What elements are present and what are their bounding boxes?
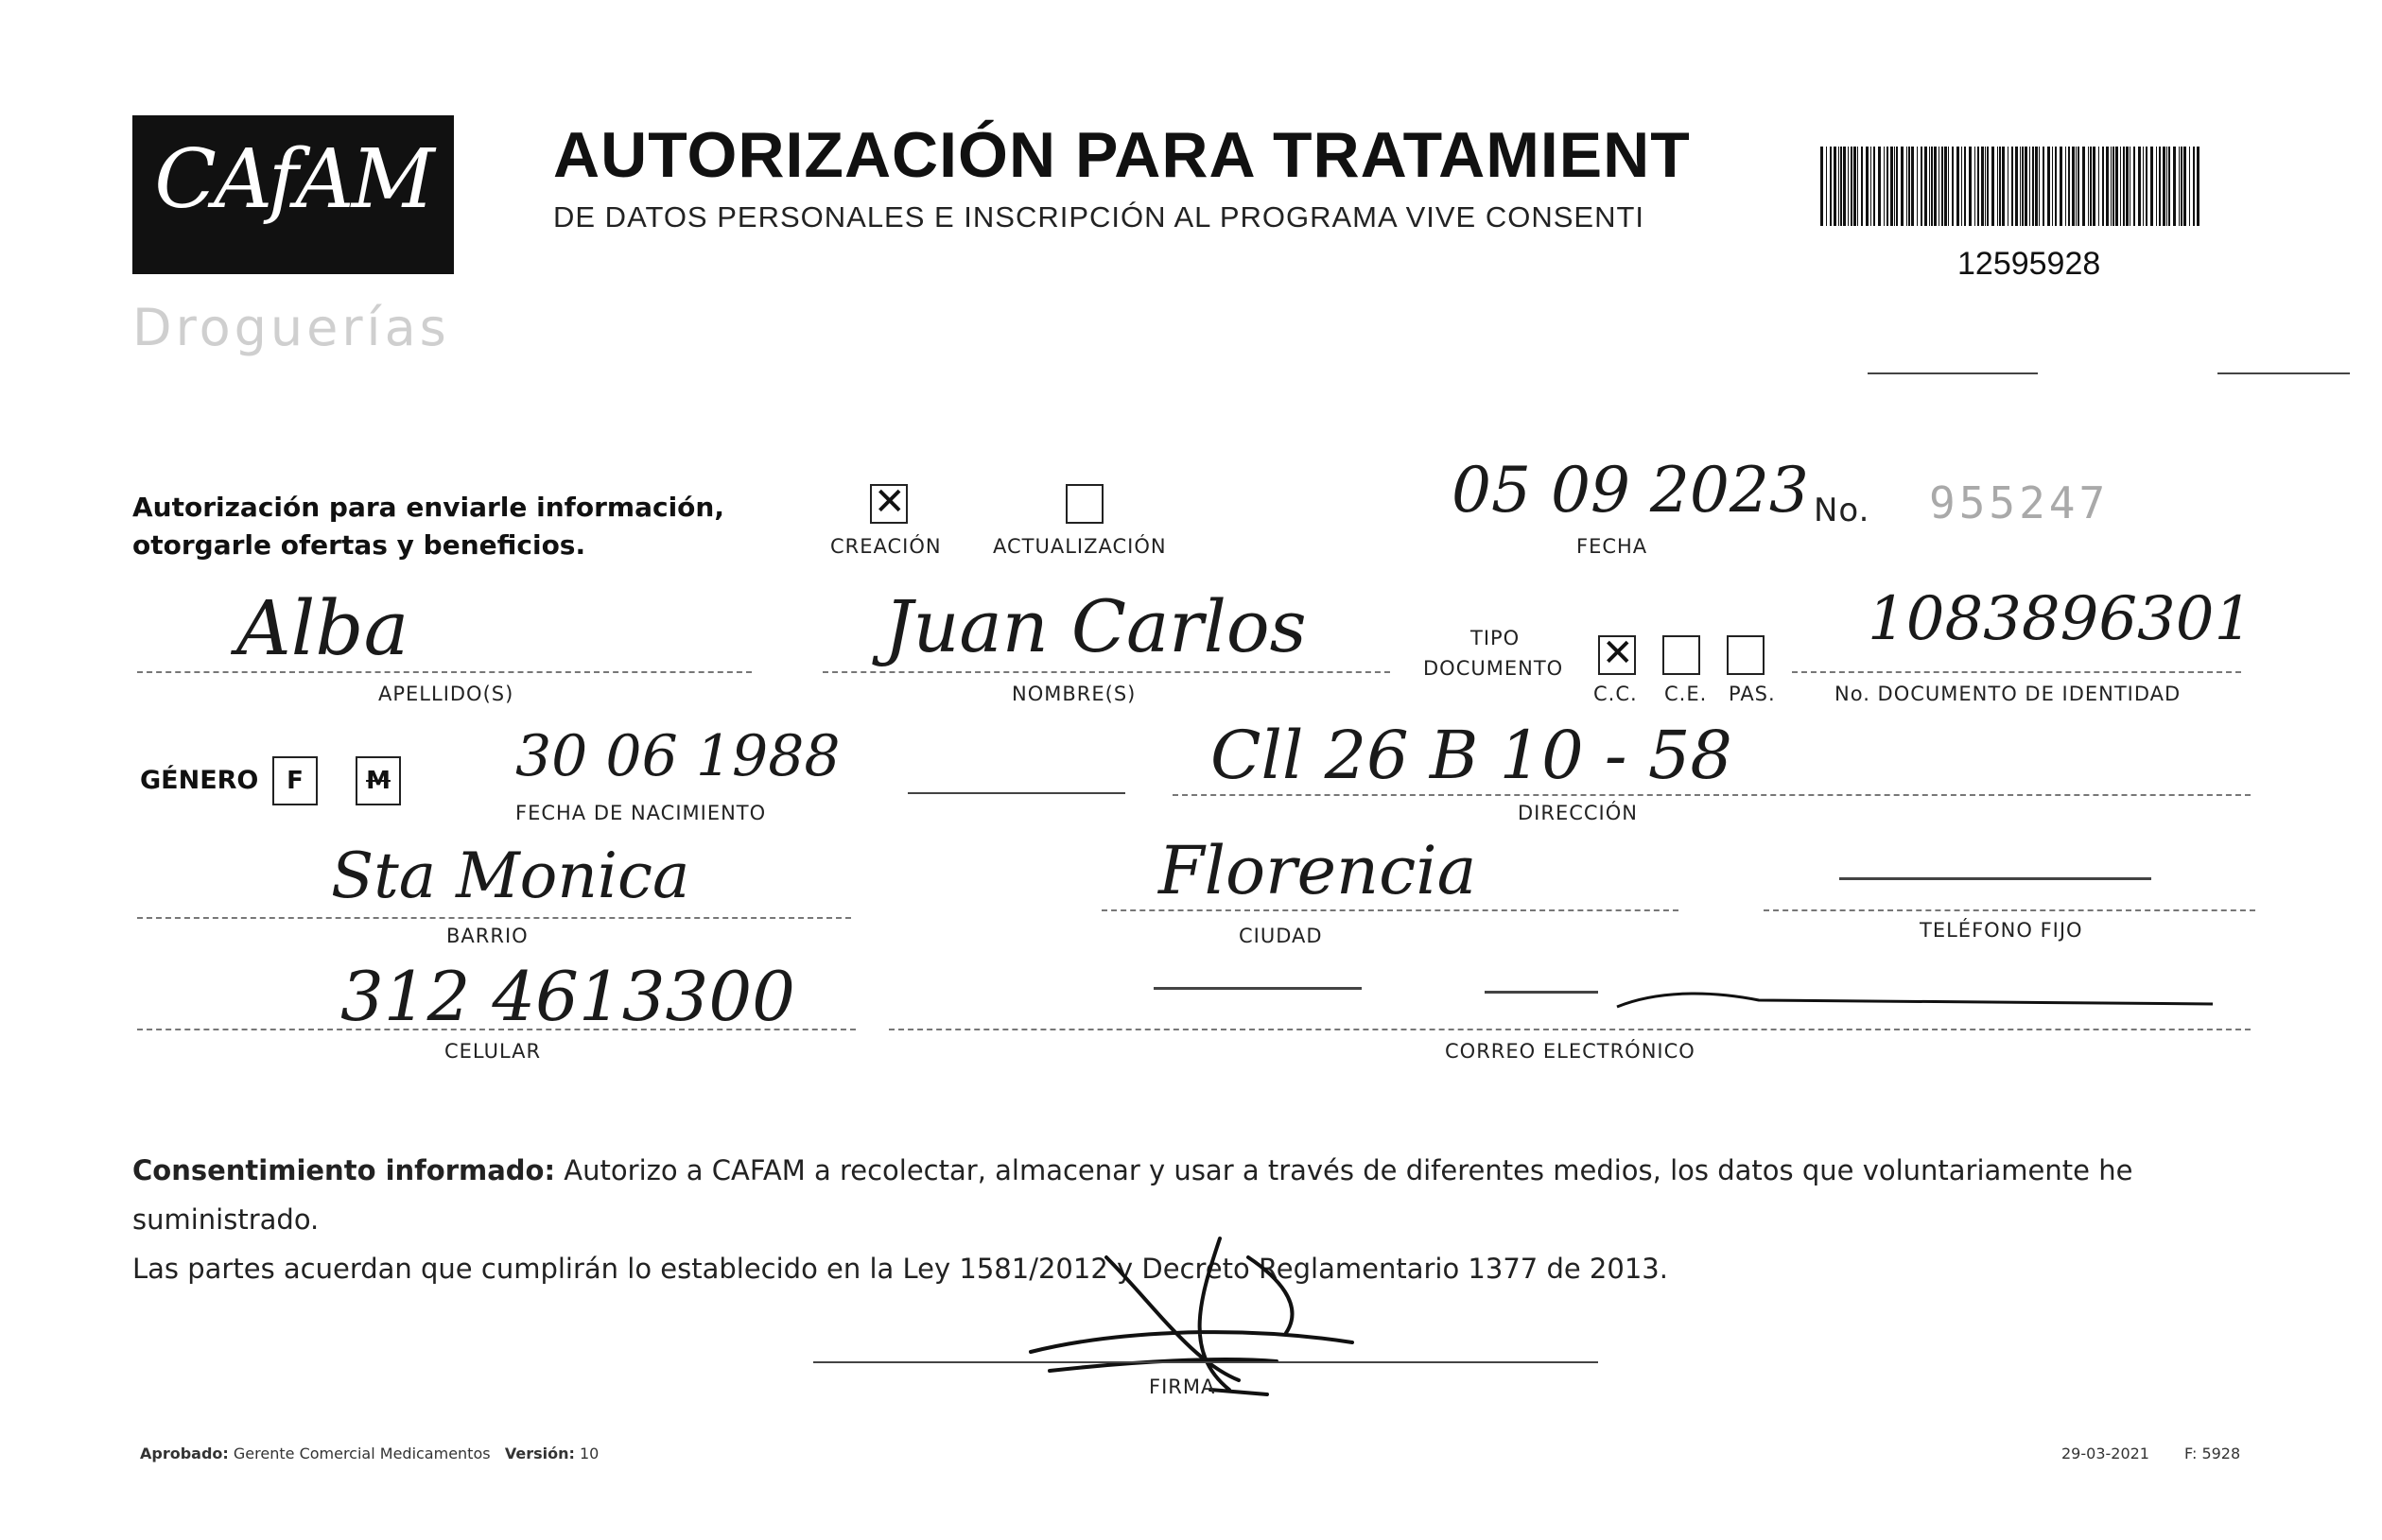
birth-label: FECHA DE NACIMIENTO [515, 802, 767, 824]
neighborhood-label: BARRIO [446, 925, 529, 947]
number-label: No. [1814, 492, 1870, 529]
neighborhood-value[interactable]: Sta Monica [331, 839, 690, 912]
birth-extra-line [908, 792, 1125, 794]
authorization-heading-line2: otorgarle ofertas y beneficios. [132, 529, 586, 561]
neighborhood-line [137, 917, 851, 919]
doc-type-label-1: TIPO [1470, 627, 1521, 649]
gender-m-box[interactable]: M [356, 756, 401, 805]
mobile-value[interactable]: 312 4613300 [340, 957, 795, 1036]
authorization-heading-line1: Autorización para enviarle información, [132, 492, 724, 523]
doc-ce-checkbox[interactable] [1662, 635, 1700, 675]
surname-line [137, 671, 752, 673]
doc-pas-checkbox[interactable] [1727, 635, 1765, 675]
address-label: DIRECCIÓN [1518, 802, 1638, 824]
version-label: Versión: [504, 1445, 575, 1462]
phone-line [1764, 909, 2255, 911]
doc-number-line [1792, 671, 2241, 673]
email-strike-2 [1485, 991, 1598, 994]
doc-cc-checkbox[interactable] [1598, 635, 1636, 675]
mobile-label: CELULAR [444, 1040, 542, 1063]
city-value[interactable]: Florencia [1158, 832, 1477, 909]
mobile-line [137, 1029, 856, 1030]
signature-line [813, 1361, 1598, 1363]
barcode-icon [1820, 147, 2203, 226]
gender-label: GÉNERO [140, 766, 259, 795]
approved-label: Aprobado: [140, 1445, 229, 1462]
update-checkbox[interactable] [1066, 484, 1104, 524]
doc-ce-label: C.E. [1664, 683, 1708, 705]
form-subtitle: DE DATOS PERSONALES E INSCRIPCIÓN AL PROGRAMA VIVE CONSENTI [553, 200, 1645, 234]
phone-label: TELÉFONO FIJO [1920, 919, 2083, 942]
form-title: AUTORIZACIÓN PARA TRATAMIENT [553, 119, 1691, 191]
phone-strike [1839, 877, 2151, 880]
email-label: CORREO ELECTRÓNICO [1445, 1040, 1695, 1063]
date-value[interactable]: 05 09 2023 [1452, 454, 1809, 527]
email-strike-1 [1154, 987, 1362, 990]
creation-checkbox[interactable] [870, 484, 908, 524]
cafam-logo-text: CAfAM [154, 132, 432, 227]
doc-type-label-2: DOCUMENTO [1423, 657, 1564, 680]
surname-value[interactable]: Alba [236, 584, 409, 672]
footer-approved [140, 1445, 599, 1462]
birth-value[interactable]: 30 06 1988 [515, 723, 841, 789]
name-label: NOMBRE(S) [1012, 683, 1137, 705]
surname-label: APELLIDO(S) [378, 683, 514, 705]
header-rule-1 [1868, 372, 2038, 374]
doc-pas-label: PAS. [1729, 683, 1776, 705]
header-rule-2 [2217, 372, 2350, 374]
address-line [1173, 794, 2251, 796]
footer-date: 29-03-2021 [2061, 1445, 2149, 1462]
email-line [889, 1029, 2251, 1030]
form-number: 955247 [1929, 477, 2110, 528]
doc-cc-label: C.C. [1593, 683, 1638, 705]
consent-lead: Consentimiento informado: [132, 1154, 556, 1186]
update-label: ACTUALIZACIÓN [993, 535, 1167, 558]
version-value: 10 [579, 1445, 600, 1462]
date-label: FECHA [1576, 535, 1648, 558]
doc-number-value[interactable]: 1083896301 [1868, 584, 2253, 654]
name-line [823, 671, 1390, 673]
doc-number-label: No. DOCUMENTO DE IDENTIDAD [1834, 683, 2182, 705]
address-value[interactable]: Cll 26 B 10 - 58 [1210, 717, 1732, 794]
logo-subtitle: Droguerías [132, 298, 450, 357]
email-strike-3 [1608, 983, 2222, 1021]
footer-form-code: F: 5928 [2184, 1445, 2241, 1462]
city-label: CIUDAD [1239, 925, 1323, 947]
name-value[interactable]: Juan Carlos [884, 584, 1307, 668]
creation-label: CREACIÓN [830, 535, 942, 558]
gender-f-box[interactable]: F [272, 756, 318, 805]
approved-value: Gerente Comercial Medicamentos [233, 1445, 491, 1462]
consent-text-2: Las partes acuerdan que cumplirán lo establecido en la Ley 1581/2012 y Decreto Reglamentario 1377 de 2013. [132, 1253, 1668, 1285]
consent-text-1: Autorizo a CAFAM a recolectar, almacenar y usar a través de diferentes medios, los datos que voluntariamente he suministrado. [132, 1154, 2133, 1236]
city-line [1102, 909, 1678, 911]
barcode-number: 12595928 [1957, 246, 2101, 282]
signature-label: FIRMA [1149, 1376, 1216, 1398]
